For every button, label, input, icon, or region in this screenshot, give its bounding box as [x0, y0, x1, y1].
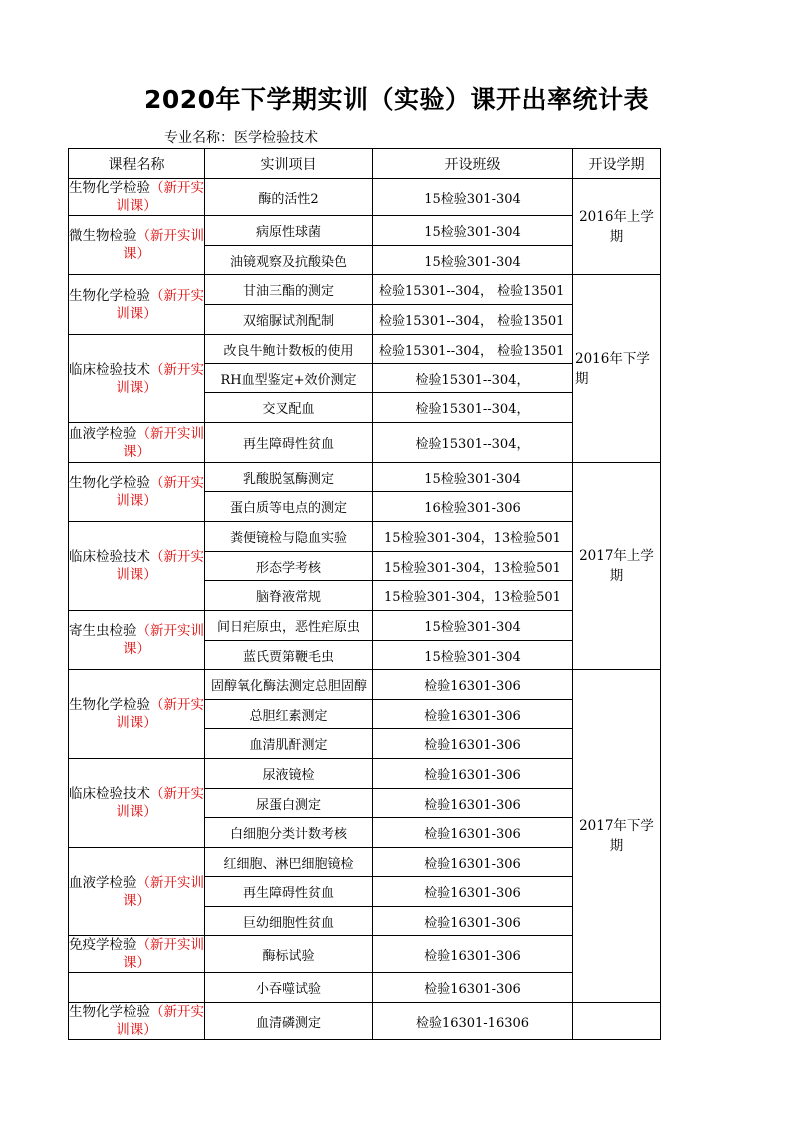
classes-cell: 检验15301--304，: [373, 393, 573, 423]
table-row: [69, 848, 661, 877]
classes-cell: 15检验301-304，13检验501: [373, 522, 573, 552]
stats-table: [68, 148, 661, 1040]
item-cell: 双缩脲试剂配制: [205, 305, 373, 335]
item-cell: 蓝氏贾第鞭毛虫: [205, 641, 373, 670]
table-row: [69, 463, 661, 492]
item-cell: 交叉配血: [205, 393, 373, 423]
course-cell: 生物化学检验（新开实训课）: [69, 275, 205, 335]
classes-cell: 检验16301-306: [373, 848, 573, 877]
course-cell: 生物化学检验（新开实训课）: [69, 463, 205, 522]
item-cell: 形态学考核: [205, 552, 373, 581]
classes-cell: 检验15301--304，: [373, 364, 573, 393]
item-cell: 乳酸脱氢酶测定: [205, 463, 373, 492]
item-cell: RH血型鉴定+效价测定: [205, 364, 373, 393]
item-cell: 粪便镜检与隐血实验: [205, 522, 373, 552]
header-course: 课程名称: [69, 149, 205, 179]
semester-cell: 2017年上学期: [573, 463, 661, 670]
item-cell: 再生障碍性贫血: [205, 877, 373, 907]
table-row: [69, 216, 661, 246]
classes-cell: 检验16301-306: [373, 700, 573, 729]
table-row: [69, 936, 661, 973]
classes-cell: 15检验301-304: [373, 463, 573, 492]
classes-cell: 检验16301-306: [373, 936, 573, 973]
table-row: [69, 522, 661, 552]
item-cell: 巨幼细胞性贫血: [205, 907, 373, 936]
classes-cell: 检验16301-306: [373, 729, 573, 759]
classes-cell: 检验15301--304， 检验13501: [373, 305, 573, 335]
item-cell: 白细胞分类计数考核: [205, 818, 373, 848]
classes-cell: 检验15301--304，: [373, 423, 573, 463]
classes-cell: 检验16301-306: [373, 907, 573, 936]
classes-cell: 检验15301--304， 检验13501: [373, 275, 573, 305]
course-cell: 微生物检验（新开实训课）: [69, 216, 205, 275]
classes-cell: 15检验301-304: [373, 179, 573, 216]
course-cell: 免疫学检验（新开实训课）: [69, 937, 204, 971]
table-row: [69, 179, 661, 216]
table-header-row: [69, 149, 661, 179]
classes-cell: 检验16301-16306: [373, 1003, 573, 1040]
item-cell: 蛋白质等电点的测定: [205, 492, 373, 522]
classes-cell: 检验16301-306: [373, 877, 573, 907]
classes-cell: 15检验301-304: [373, 611, 573, 641]
page-title: 2020年下学期实训（实验）课开出率统计表: [143, 85, 650, 114]
classes-cell: 15检验301-304，13检验501: [373, 581, 573, 611]
course-cell: 寄生虫检验（新开实训课）: [69, 611, 205, 670]
item-cell: 间日疟原虫，恶性疟原虫: [205, 611, 373, 641]
header-classes: 开设班级: [373, 149, 573, 179]
table-row: [69, 973, 661, 1003]
item-cell: 酶标试验: [205, 936, 373, 973]
classes-cell: 检验16301-306: [373, 670, 573, 700]
item-cell: 改良牛鲍计数板的使用: [205, 335, 373, 364]
table-row: [69, 1003, 661, 1040]
classes-cell: 16检验301-306: [373, 492, 573, 522]
semester-cell-empty: [573, 1003, 661, 1040]
classes-cell: 15检验301-304: [373, 641, 573, 670]
table-row: [69, 611, 661, 641]
item-cell: 尿液镜检: [205, 759, 373, 789]
classes-cell: 15检验301-304，13检验501: [373, 552, 573, 581]
item-cell: 血清磷测定: [205, 1003, 373, 1040]
table-row: [69, 670, 661, 700]
classes-cell: 检验16301-306: [373, 759, 573, 789]
classes-cell: 15检验301-304: [373, 246, 573, 275]
item-cell: 血清肌酐测定: [205, 729, 373, 759]
semester-cell: 2016年上学期: [573, 179, 661, 275]
course-cell: 生物化学检验（新开实训课）: [69, 1004, 204, 1038]
item-cell: 脑脊液常规: [205, 581, 373, 611]
item-cell: 再生障碍性贫血: [205, 423, 373, 463]
item-cell: 病原性球菌: [205, 216, 373, 246]
table-row: [69, 423, 661, 463]
major-label: 专业名称：医学检验技术: [164, 130, 318, 146]
course-cell: 生物化学检验（新开实训课）: [69, 670, 205, 759]
item-cell: 红细胞、淋巴细胞镜检: [205, 848, 373, 877]
item-cell: 甘油三酯的测定: [205, 275, 373, 305]
course-cell: 血液学检验（新开实训课）: [69, 848, 205, 936]
header-semester: 开设学期: [573, 149, 661, 179]
classes-cell: 15检验301-304: [373, 216, 573, 246]
item-cell: 油镜观察及抗酸染色: [205, 246, 373, 275]
course-cell-empty: [69, 973, 205, 1003]
classes-cell: 检验16301-306: [373, 818, 573, 848]
course-cell: 临床检验技术（新开实训课）: [69, 522, 205, 611]
course-cell: 临床检验技术（新开实训课）: [69, 759, 205, 848]
item-cell: 总胆红素测定: [205, 700, 373, 729]
semester-cell: 2017年下学期: [573, 670, 661, 1003]
course-cell: 血液学检验（新开实训课）: [69, 423, 205, 463]
item-cell: 尿蛋白测定: [205, 789, 373, 818]
course-cell: 临床检验技术（新开实训课）: [69, 335, 205, 423]
item-cell: 小吞噬试验: [205, 973, 373, 1003]
header-item: 实训项目: [205, 149, 373, 179]
item-cell: 固醇氧化酶法测定总胆固醇: [205, 670, 373, 700]
classes-cell: 检验16301-306: [373, 973, 573, 1003]
classes-cell: 检验15301--304， 检验13501: [373, 335, 573, 364]
course-cell: 生物化学检验（新开实训课）: [69, 180, 204, 214]
table-row: [69, 759, 661, 789]
classes-cell: 检验16301-306: [373, 789, 573, 818]
table-row: [69, 335, 661, 364]
item-cell: 酶的活性2: [205, 179, 373, 216]
semester-cell: 2016年下学期: [573, 275, 661, 463]
table-row: [69, 275, 661, 305]
